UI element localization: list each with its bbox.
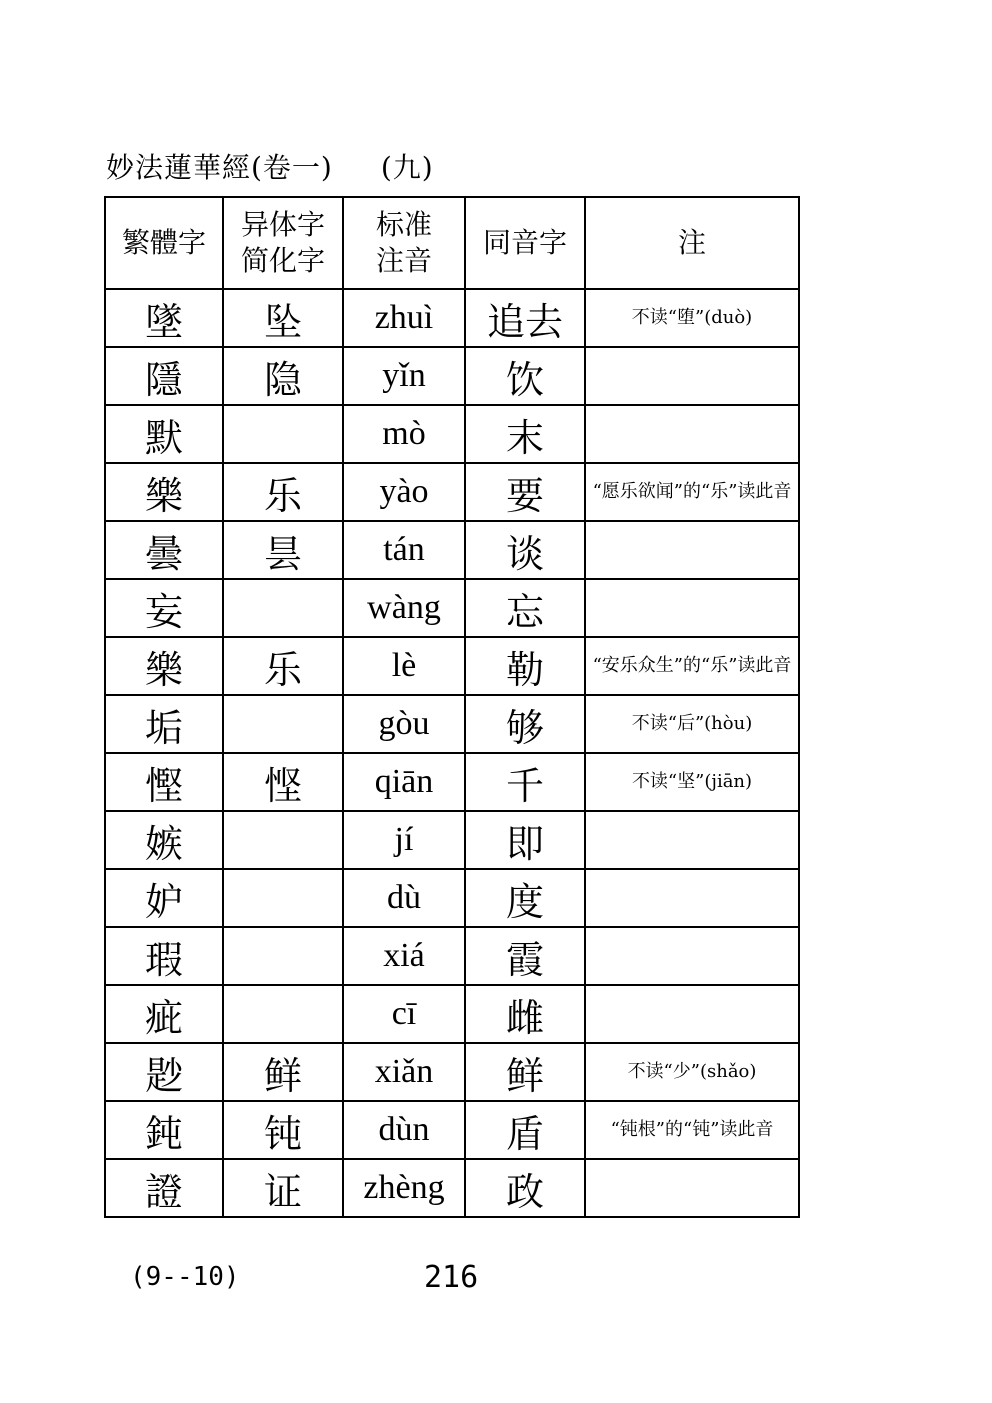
variant-cell: 坠 [223, 289, 343, 347]
table-row [105, 869, 799, 927]
variant-cell: 乐 [223, 463, 343, 521]
pinyin-cell: tán [343, 521, 465, 579]
header-homophone: 同音字 [465, 197, 585, 289]
homophone-cell: 饮 [465, 347, 585, 405]
table-row [105, 1159, 799, 1217]
pinyin-cell: yào [343, 463, 465, 521]
table-row [105, 1101, 799, 1159]
table-row [105, 289, 799, 347]
note-cell [585, 811, 799, 869]
homophone-cell: 政 [465, 1159, 585, 1217]
header-note: 注 [585, 197, 799, 289]
variant-cell [223, 985, 343, 1043]
homophone-cell: 末 [465, 405, 585, 463]
pinyin-cell: gòu [343, 695, 465, 753]
table-row [105, 927, 799, 985]
pinyin-cell: cī [343, 985, 465, 1043]
traditional-cell: 尟 [105, 1043, 223, 1101]
note-cell [585, 347, 799, 405]
variant-cell [223, 695, 343, 753]
page-number: 216 [424, 1260, 479, 1295]
header-pinyin-line2: 注音 [375, 244, 432, 277]
header-pinyin-line1: 标准 [375, 208, 432, 241]
pinyin-cell: xiá [343, 927, 465, 985]
pinyin-cell: lè [343, 637, 465, 695]
variant-cell: 昙 [223, 521, 343, 579]
traditional-cell: 妄 [105, 579, 223, 637]
note-cell: “愿乐欲闻”的“乐”读此音 [585, 463, 799, 521]
note-cell [585, 405, 799, 463]
variant-cell: 乐 [223, 637, 343, 695]
traditional-cell: 樂 [105, 637, 223, 695]
header-variant [223, 197, 343, 289]
traditional-cell: 疵 [105, 985, 223, 1043]
pinyin-cell: mò [343, 405, 465, 463]
traditional-cell: 墜 [105, 289, 223, 347]
table-row [105, 695, 799, 753]
traditional-cell: 隱 [105, 347, 223, 405]
pinyin-cell: yǐn [343, 347, 465, 405]
note-cell: 不读“堕”(duò) [585, 289, 799, 347]
homophone-cell: 追去 [465, 289, 585, 347]
variant-cell: 悭 [223, 753, 343, 811]
homophone-cell: 雌 [465, 985, 585, 1043]
title-volume: (九) [380, 151, 434, 184]
traditional-cell: 鈍 [105, 1101, 223, 1159]
variant-cell [223, 579, 343, 637]
table-row [105, 463, 799, 521]
traditional-cell: 嫉 [105, 811, 223, 869]
traditional-cell: 默 [105, 405, 223, 463]
note-cell [585, 579, 799, 637]
table-row [105, 405, 799, 463]
variant-cell: 隐 [223, 347, 343, 405]
pinyin-cell: zhuì [343, 289, 465, 347]
note-cell [585, 1159, 799, 1217]
homophone-cell: 霞 [465, 927, 585, 985]
note-cell [585, 985, 799, 1043]
traditional-cell: 垢 [105, 695, 223, 753]
table-row [105, 347, 799, 405]
variant-cell: 鲜 [223, 1043, 343, 1101]
traditional-cell: 妒 [105, 869, 223, 927]
homophone-cell: 勒 [465, 637, 585, 695]
table-row [105, 579, 799, 637]
pinyin-cell: jí [343, 811, 465, 869]
homophone-cell: 度 [465, 869, 585, 927]
note-cell [585, 869, 799, 927]
header-row [105, 197, 799, 289]
traditional-cell: 瑕 [105, 927, 223, 985]
homophone-cell: 鲜 [465, 1043, 585, 1101]
pinyin-cell: dùn [343, 1101, 465, 1159]
note-cell: 不读“后”(hòu) [585, 695, 799, 753]
variant-cell [223, 405, 343, 463]
table-row [105, 637, 799, 695]
variant-cell: 证 [223, 1159, 343, 1217]
header-variant-line1: 异体字 [240, 208, 325, 241]
note-cell: “安乐众生”的“乐”读此音 [585, 637, 799, 695]
traditional-cell: 曇 [105, 521, 223, 579]
variant-cell [223, 927, 343, 985]
pinyin-cell: wàng [343, 579, 465, 637]
pinyin-cell: xiǎn [343, 1043, 465, 1101]
variant-cell [223, 869, 343, 927]
pinyin-cell: dù [343, 869, 465, 927]
table-row [105, 985, 799, 1043]
table-row [105, 811, 799, 869]
note-cell: 不读“少”(shǎo) [585, 1043, 799, 1101]
table-row [105, 753, 799, 811]
note-cell: “钝根”的“钝”读此音 [585, 1101, 799, 1159]
note-cell: 不读“坚”(jiān) [585, 753, 799, 811]
pronunciation-table [104, 196, 800, 1218]
header-variant-line2: 简化字 [240, 244, 325, 277]
traditional-cell: 慳 [105, 753, 223, 811]
variant-cell [223, 811, 343, 869]
traditional-cell: 樂 [105, 463, 223, 521]
homophone-cell: 千 [465, 753, 585, 811]
header-traditional: 繁體字 [105, 197, 223, 289]
table-row [105, 521, 799, 579]
homophone-cell: 盾 [465, 1101, 585, 1159]
page-title [106, 146, 434, 186]
variant-cell: 钝 [223, 1101, 343, 1159]
traditional-cell: 證 [105, 1159, 223, 1217]
homophone-cell: 够 [465, 695, 585, 753]
homophone-cell: 谈 [465, 521, 585, 579]
homophone-cell: 忘 [465, 579, 585, 637]
header-pinyin [343, 197, 465, 289]
title-text: 妙法蓮華經(卷一) [106, 151, 333, 184]
pinyin-cell: qiān [343, 753, 465, 811]
note-cell [585, 521, 799, 579]
homophone-cell: 要 [465, 463, 585, 521]
table-row [105, 1043, 799, 1101]
note-cell [585, 927, 799, 985]
section-range: (9--10) [130, 1262, 240, 1292]
homophone-cell: 即 [465, 811, 585, 869]
pinyin-cell: zhèng [343, 1159, 465, 1217]
